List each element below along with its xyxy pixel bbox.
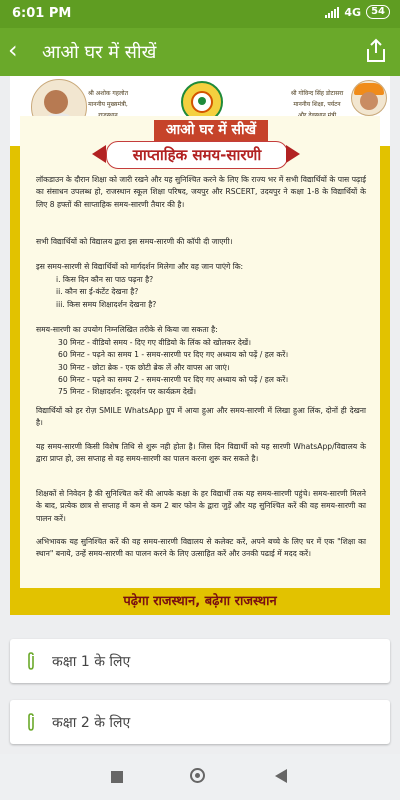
attachment-class-1[interactable] xyxy=(10,639,390,683)
copy-note: सभी विद्यार्थियों को विद्यालय द्वारा इस समय-सारणी की कॉपी दी जाएगी। xyxy=(36,237,233,246)
usage-intro: समय-सारणी का उपयोग निम्नलिखित तरीके से किया जा सकता है: xyxy=(36,325,218,334)
share-icon[interactable] xyxy=(364,38,388,64)
status-bar xyxy=(0,0,400,28)
paperclip-icon xyxy=(26,651,36,671)
whatsapp-note: विद्यार्थियों को हर रोज़ SMILE WhatsApp ग्रुप में आया हुआ और समय-सारणी में लिखा हुआ लिंक, दोनों ही देखना है। xyxy=(36,406,366,428)
education-minister-photo xyxy=(351,80,387,116)
poster-content xyxy=(20,116,380,588)
ribbon-tail-right xyxy=(286,145,300,163)
list-item: 60 मिनट - पढ़ने का समय 1 - समय-सारणी पर दिए गए अध्याय को पढ़ें / हल करें। xyxy=(58,350,289,360)
timetable-poster xyxy=(10,76,390,615)
chief-minister-caption: श्री अशोक गहलोत माननीय मुख्यमंत्री, xyxy=(87,90,129,108)
battery-level: 54 xyxy=(366,5,390,19)
list-item: 30 मिनट - छोटा ब्रेक - एक छोटी ब्रेक लें और वापस आ जाएं। xyxy=(58,362,230,372)
attachment-label: कक्षा 1 के लिए xyxy=(52,654,131,670)
status-time: 6:01 PM xyxy=(12,6,72,21)
paperclip-icon xyxy=(26,712,36,732)
status-icons xyxy=(325,5,390,19)
home-icon[interactable] xyxy=(190,768,205,783)
page-title: आओ घर में सीखें xyxy=(42,42,157,63)
signal-icon xyxy=(325,6,339,18)
recents-icon[interactable] xyxy=(111,771,123,783)
education-minister-caption: श्री गोविन्द सिंह डोटासरा माननीय शिक्षा, पर्यटन xyxy=(290,90,344,108)
poster-slogan: पढ़ेगा राजस्थान, बढ़ेगा राजस्थान xyxy=(20,590,380,613)
poster-heading: आओ घर में सीखें xyxy=(154,120,268,141)
teacher-note: शिक्षकों से निवेदन है की सुनिश्चित करें की आपके कक्षा के हर विद्यार्थी तक यह समय-सारणी पहुंचे। समय-सारणी मिलने के बाद, प्रत्येक छात्र से सप्ताह में कम से कम 2 बार फोन के द्वारा जुड़ें और यह सुनिश्चित करें की वह समय-सारणी का पालन करें। xyxy=(36,489,366,523)
start-note: यह समय-सारणी किसी विशेष तिथि से शुरू नही होता है। जिस दिन विद्यार्थी को यह सारणी WhatsApp/विद्यालय के द्वारा प्राप्त हो, उस सप्ताह से वह समय-सारणी का पालन करना शुरू कर सकते है। xyxy=(36,442,366,464)
network-type: 4G xyxy=(344,5,362,19)
attachment-class-2[interactable] xyxy=(10,700,390,744)
list-item: iii. किस समय शिक्षादर्शन देखना है? xyxy=(56,299,157,309)
guidance-list xyxy=(56,274,356,311)
poster-ribbon: साप्ताहिक समय-सारणी xyxy=(106,141,288,169)
parent-note: अभिभावक यह सुनिश्चित करें की वह समय-सारणी विद्यालय से कलेक्ट करें, अपने बच्चे के लिए घर में एक "शिक्षा का स्थान" बनाये, उन्हें समय-सारणी का पालन करने के लिए उत्साहित करें और उनकी पढाई में मदद करें। xyxy=(36,537,366,559)
intro-paragraph: लॉकडाउन के दौरान शिक्षा को जारी रखने और यह सुनिश्चित करने के लिए कि राज्य भर में सभी विद्यार्थियों के पास पढ़ाई का संसाधन उपलब्ध हो, राजस्थान स्कूल शिक्षा परिषद, जयपुर और RSCERT, उदयपुर ने कक्षा 1-8 के विद्यार्थियों के लिए 8 हफ्तों की साप्ताहिक समय-सारणी तैयार की है। xyxy=(36,175,366,209)
system-nav-bar xyxy=(0,754,400,800)
app-bar xyxy=(0,28,400,76)
guidance-intro: इस समय-सारणी से विद्यार्थियों को मार्गदर्शन मिलेगा और वह जान पाएंगे कि: xyxy=(36,262,244,271)
list-item: i. किस दिन कौन सा पाठ पढ़ना है? xyxy=(56,275,154,284)
usage-steps xyxy=(58,337,376,398)
ribbon-tail-left xyxy=(92,145,106,163)
list-item: 60 मिनट - पढ़ने का समय 2 - समय-सारणी पर दिए गए अध्याय को पढ़ें / हल करें। xyxy=(58,374,289,384)
attachment-label: कक्षा 2 के लिए xyxy=(52,715,131,731)
back-icon[interactable] xyxy=(275,769,287,783)
list-item: 75 मिनट - शिक्षादर्शन: दूरदर्शन पर कार्यक्रम देखें। xyxy=(58,387,197,397)
back-arrow-icon[interactable]: ‹ xyxy=(8,36,18,64)
list-item: ii. कौन सा ई-कंटेंट देखना है? xyxy=(56,287,139,297)
list-item: 30 मिनट - वीडियो समय - दिए गए वीडियो के लिंक को खोलकर देखें। xyxy=(58,338,251,347)
